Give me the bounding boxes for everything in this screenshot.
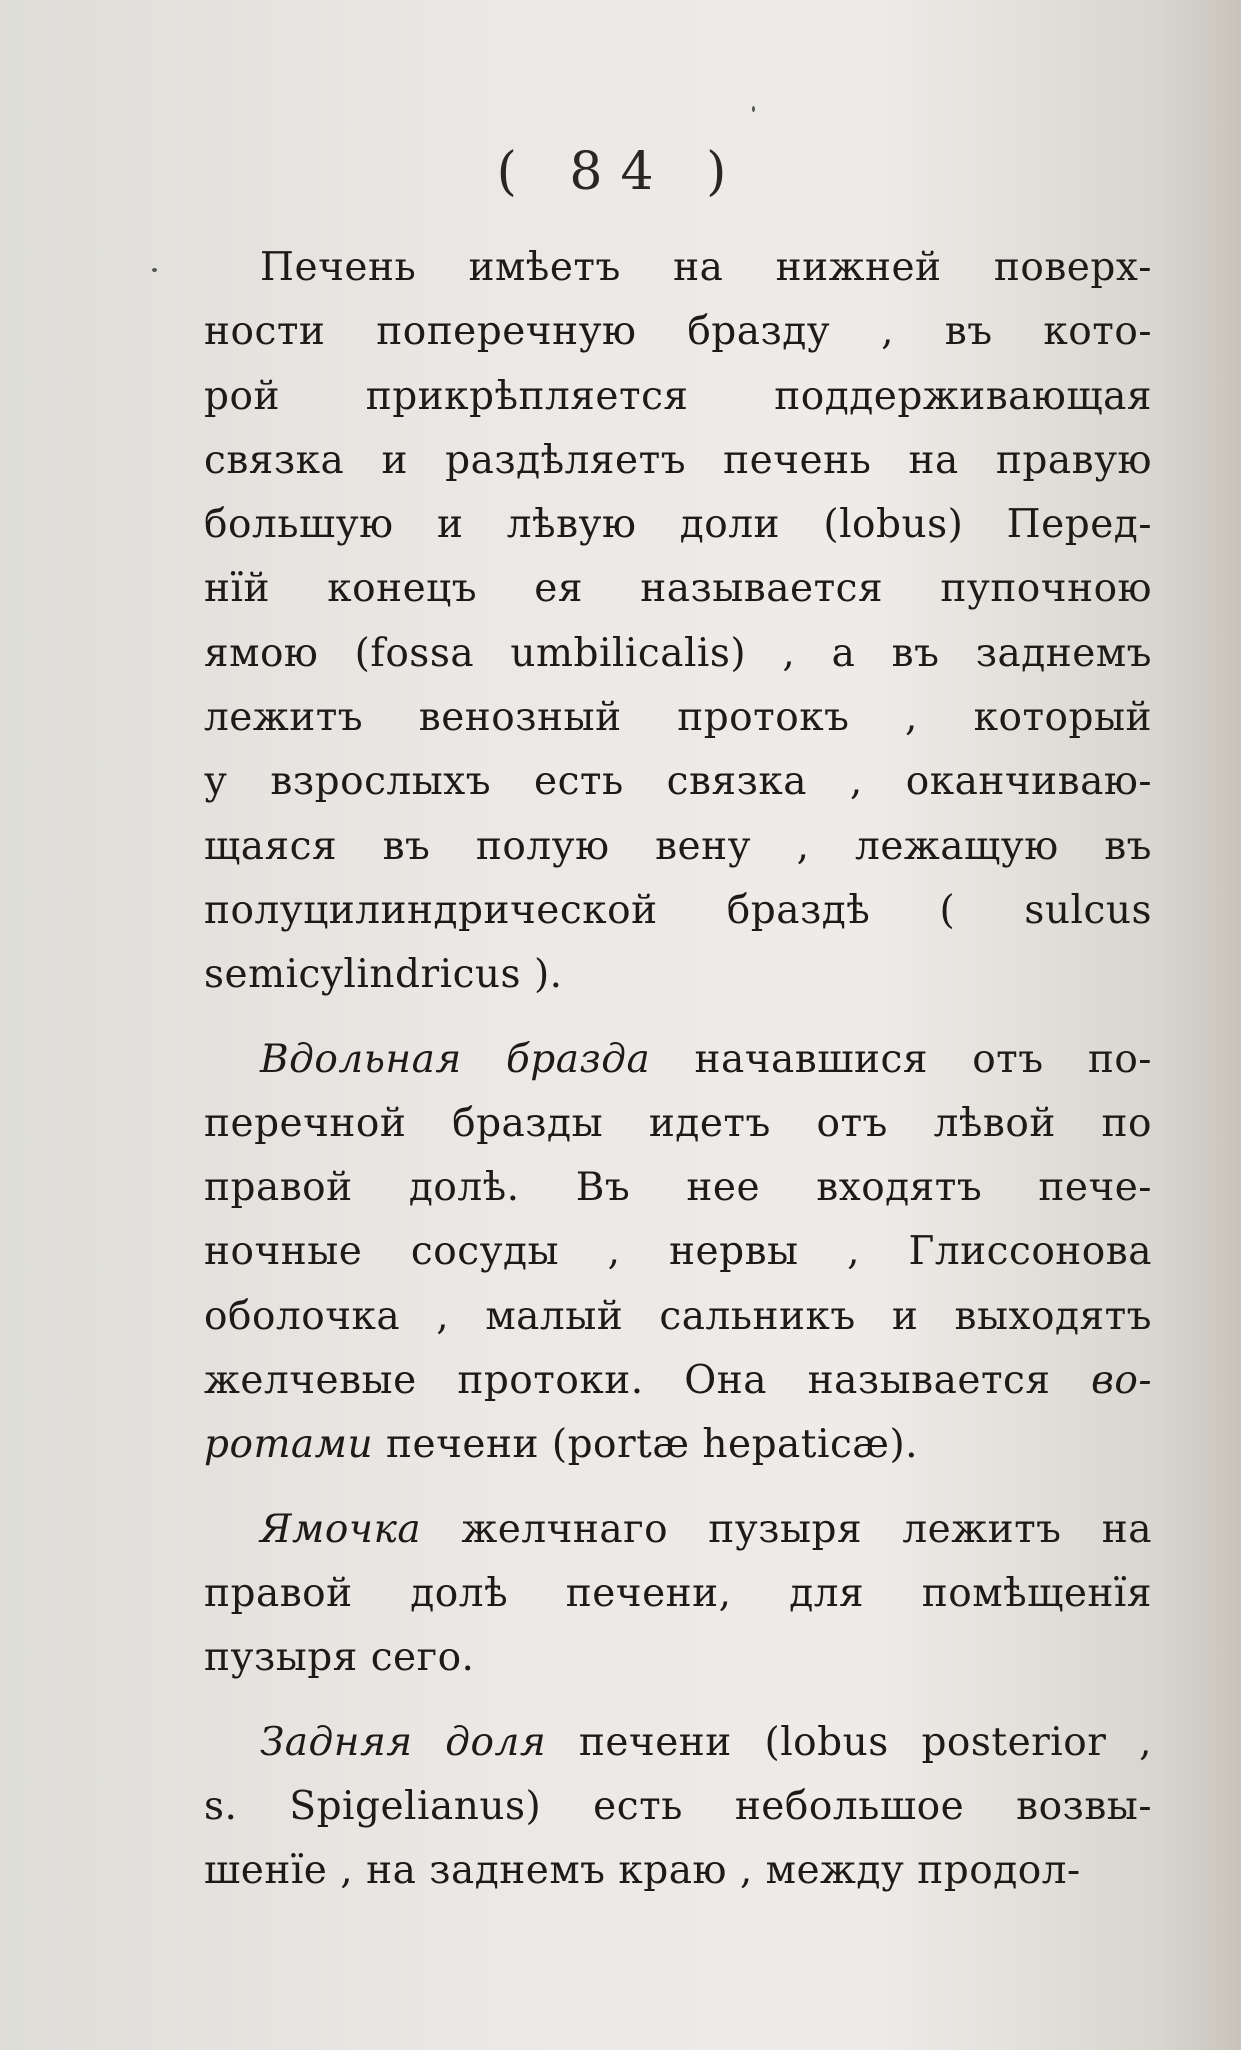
paragraph-gap: [204, 1699, 1152, 1711]
text-segment: связка и раздѣляетъ печень на правую: [204, 437, 1152, 483]
text-segment: желчевые протоки. Она называется: [204, 1358, 1092, 1404]
text-segment: правой долѣ печени, для помѣщенїя: [204, 1570, 1152, 1616]
italic-term: ротами: [204, 1422, 374, 1468]
text-segment: Печень имѣетъ на нижней поверх-: [260, 245, 1152, 290]
text-segment: печени (portæ hepaticæ).: [373, 1422, 919, 1468]
text-segment: печени (lobus posterior ,: [546, 1719, 1152, 1765]
text-line: [204, 1028, 1152, 1092]
text-line: [204, 686, 1152, 750]
text-segment: semicylindricus ).: [204, 952, 563, 998]
text-segment: ямою (fossa umbilicalis) , а въ заднемъ: [204, 630, 1152, 676]
text-line: [204, 236, 1152, 300]
text-line: [204, 943, 1152, 1007]
text-line: [204, 1626, 1152, 1690]
text-segment: s. Spigelianus) есть небольшое возвы-: [204, 1783, 1152, 1829]
page-number: ( 84 ): [496, 142, 745, 202]
text-line: [204, 365, 1152, 429]
text-line: [204, 1498, 1152, 1562]
text-line: [204, 815, 1152, 879]
text-segment: щаяся въ полую вену , лежащую въ: [204, 823, 1152, 869]
text-line: [204, 557, 1152, 621]
text-line: [204, 1775, 1152, 1839]
text-line: [204, 1839, 1152, 1903]
text-segment: оболочка , малый сальникъ и выходятъ: [204, 1293, 1152, 1339]
paragraph: [204, 1028, 1152, 1478]
text-line: [204, 1220, 1152, 1284]
text-segment: лежитъ венозный протокъ , который: [204, 695, 1152, 741]
text-line: [204, 429, 1152, 493]
text-line: [204, 622, 1152, 686]
paragraph: [204, 1711, 1152, 1904]
text-line: [204, 1413, 1152, 1477]
italic-term: во-: [1091, 1358, 1152, 1404]
text-line: [204, 1711, 1152, 1775]
text-segment: у взрослыхъ есть связка , оканчиваю-: [204, 759, 1152, 805]
text-segment: ночные сосуды , нервы , Глиссонова: [204, 1229, 1152, 1275]
text-line: [204, 1092, 1152, 1156]
paragraph: [204, 236, 1152, 1008]
italic-term: Ямочка: [260, 1506, 422, 1552]
text-line: [204, 1562, 1152, 1626]
italic-term: Вдольная бразда: [260, 1036, 651, 1082]
text-segment: перечной бразды идетъ отъ лѣвой по: [204, 1100, 1152, 1146]
text-segment: большую и лѣвую доли (lobus) Перед-: [204, 502, 1152, 548]
text-line: [204, 1156, 1152, 1220]
text-segment: нїй конецъ ея называется пупочною: [204, 566, 1152, 612]
text-segment: желчнаго пузыря лежитъ на: [421, 1506, 1152, 1552]
body-text: [204, 236, 1152, 1911]
text-line: [204, 879, 1152, 943]
italic-term: Задняя доля: [260, 1719, 547, 1765]
text-line: [204, 1349, 1152, 1413]
text-segment: правой долѣ. Въ нее входятъ пече-: [204, 1165, 1152, 1211]
text-line: [204, 1285, 1152, 1349]
ink-speck: [752, 106, 755, 112]
text-segment: начавшися отъ по-: [650, 1036, 1152, 1082]
text-line: [204, 750, 1152, 814]
text-segment: пузыря сего.: [204, 1635, 475, 1681]
text-segment: рой прикрѣпляется поддерживающая: [204, 373, 1152, 419]
text-segment: полуцилиндрической браздѣ ( sulcus: [204, 887, 1152, 933]
text-line: [204, 493, 1152, 557]
paragraph-gap: [204, 1486, 1152, 1498]
paragraph: [204, 1498, 1152, 1691]
ink-speck: [152, 268, 157, 272]
text-line: [204, 300, 1152, 364]
text-segment: шенїе , на заднемъ краю , между продол-: [204, 1848, 1081, 1894]
text-segment: ности поперечную бразду , въ кото-: [204, 309, 1152, 355]
paragraph-gap: [204, 1016, 1152, 1028]
